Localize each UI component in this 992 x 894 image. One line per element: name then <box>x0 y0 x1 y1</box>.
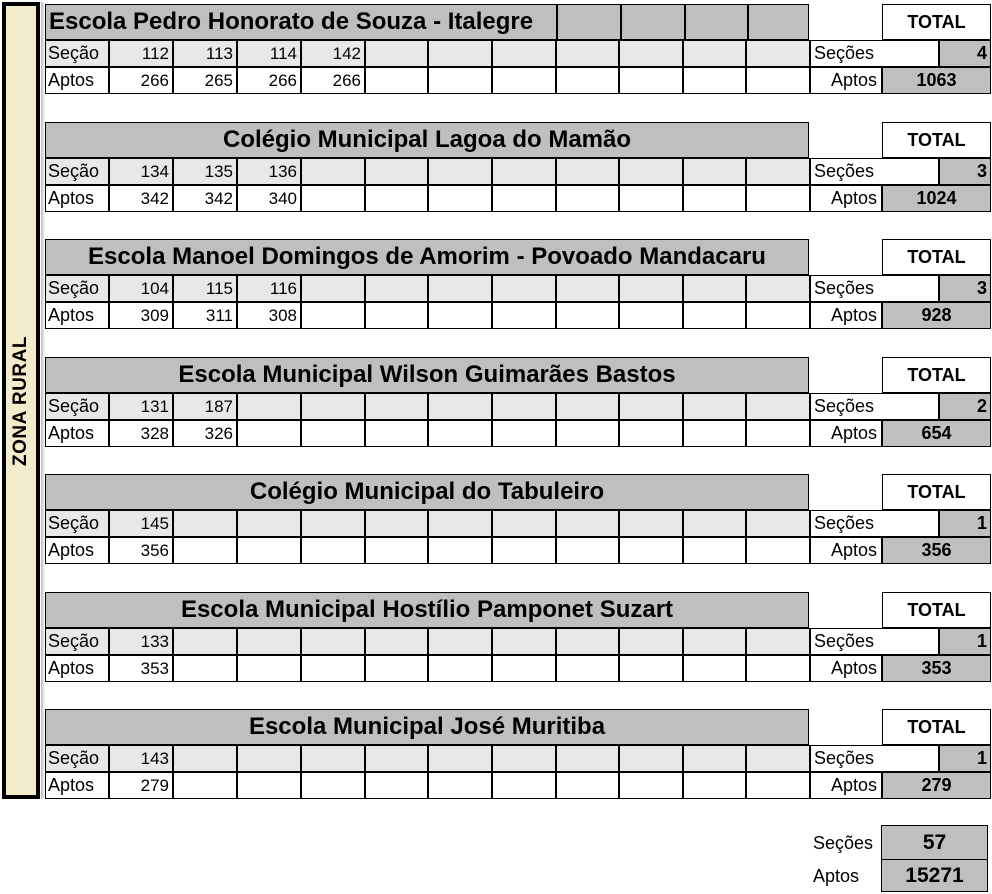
aptos-row-cell <box>619 772 683 799</box>
secao-row-cell <box>556 275 619 302</box>
aptos-row-cell <box>556 185 619 212</box>
total-secoes-label: Seções <box>810 393 939 420</box>
secao-row-cell <box>301 158 365 185</box>
total-aptos-label: Aptos <box>810 655 882 682</box>
aptos-row-label: Aptos <box>45 185 109 212</box>
secao-row-cell <box>492 275 556 302</box>
school-block <box>45 592 991 681</box>
aptos-row-cell <box>301 185 365 212</box>
secao-row-cell <box>301 628 365 655</box>
school-name-banner <box>45 592 809 628</box>
school-name: Colégio Municipal do Tabuleiro <box>249 478 605 505</box>
secao-row-cell: 114 <box>237 40 301 67</box>
secao-row-cell <box>365 628 428 655</box>
aptos-row-cell <box>365 655 428 682</box>
secao-row-cell <box>556 393 619 420</box>
aptos-row-label: Aptos <box>45 420 109 447</box>
aptos-row-cell <box>556 655 619 682</box>
total-header: TOTAL <box>882 474 991 510</box>
aptos-row-cell <box>556 302 619 329</box>
secao-row-cell <box>428 628 492 655</box>
aptos-row-cell <box>301 302 365 329</box>
aptos-row-cell <box>237 537 301 564</box>
secao-row-cell <box>237 628 301 655</box>
aptos-row-cell <box>683 185 746 212</box>
secao-row-cell <box>492 40 556 67</box>
total-secoes-label: Seções <box>810 40 939 67</box>
school-name-banner <box>45 4 809 40</box>
secao-row-cell <box>746 745 810 772</box>
zone-label-bar <box>2 2 40 799</box>
aptos-row-cell <box>301 537 365 564</box>
secao-row-cell <box>746 628 810 655</box>
aptos-row-label: Aptos <box>45 772 109 799</box>
secao-row-cell <box>746 393 810 420</box>
school-name: Escola Municipal José Muritiba <box>248 713 606 740</box>
total-aptos-label: Aptos <box>810 420 882 447</box>
total-aptos-value: 279 <box>882 772 991 799</box>
secao-row-label: Seção <box>45 275 109 302</box>
total-header: TOTAL <box>882 239 991 275</box>
school-name: Escola Pedro Honorato de Souza - Italegre <box>49 8 534 35</box>
aptos-row-cell <box>173 772 237 799</box>
secao-row-cell <box>619 40 683 67</box>
aptos-row-cell <box>492 420 556 447</box>
secao-row-cell <box>683 393 746 420</box>
aptos-row-cell <box>746 185 810 212</box>
aptos-row-cell: 266 <box>237 67 301 94</box>
aptos-row-cell <box>683 67 746 94</box>
secao-row-cell <box>237 745 301 772</box>
aptos-row-cell <box>428 537 492 564</box>
total-aptos-value: 353 <box>882 655 991 682</box>
aptos-row-cell: 342 <box>173 185 237 212</box>
secao-row-cell: 133 <box>109 628 173 655</box>
school-name-banner <box>45 357 809 393</box>
school-block <box>45 239 991 328</box>
secao-row-cell <box>365 510 428 537</box>
secao-row-cell <box>683 158 746 185</box>
aptos-row-cell <box>301 420 365 447</box>
aptos-row-cell <box>619 537 683 564</box>
aptos-row-cell <box>428 655 492 682</box>
aptos-row-cell <box>556 67 619 94</box>
secao-row-cell: 116 <box>237 275 301 302</box>
secao-row-cell <box>237 510 301 537</box>
total-secoes-value: 1 <box>939 510 991 537</box>
secao-row-label: Seção <box>45 158 109 185</box>
secao-row-cell: 112 <box>109 40 173 67</box>
total-secoes-label: Seções <box>810 510 939 537</box>
secao-row-cell <box>619 510 683 537</box>
total-aptos-value: 356 <box>882 537 991 564</box>
aptos-row-cell <box>492 537 556 564</box>
secao-row-cell: 135 <box>173 158 237 185</box>
grid-divider <box>556 5 558 41</box>
aptos-row-cell: 279 <box>109 772 173 799</box>
secao-row-cell: 115 <box>173 275 237 302</box>
secao-row-cell: 136 <box>237 158 301 185</box>
aptos-row-cell <box>492 67 556 94</box>
aptos-row-cell: 311 <box>173 302 237 329</box>
aptos-row-cell <box>365 420 428 447</box>
secao-row-cell <box>683 275 746 302</box>
total-aptos-label: Aptos <box>810 537 882 564</box>
aptos-row-cell <box>365 185 428 212</box>
total-aptos-value: 654 <box>882 420 991 447</box>
aptos-row-cell <box>428 185 492 212</box>
school-name-banner <box>45 239 809 275</box>
secao-row-cell <box>619 628 683 655</box>
aptos-row-cell <box>301 655 365 682</box>
grid-divider <box>620 5 622 41</box>
aptos-row-cell <box>365 302 428 329</box>
secao-row-cell <box>746 158 810 185</box>
secao-row-cell <box>492 510 556 537</box>
zone-label: ZONA RURAL <box>10 335 31 466</box>
secao-row-label: Seção <box>45 40 109 67</box>
total-secoes-value: 4 <box>939 40 991 67</box>
school-name-banner <box>45 122 809 158</box>
school-block <box>45 4 991 93</box>
aptos-row-cell <box>683 537 746 564</box>
aptos-row-cell <box>619 185 683 212</box>
aptos-row-cell <box>237 420 301 447</box>
aptos-row-cell <box>428 420 492 447</box>
aptos-row-cell <box>492 302 556 329</box>
grid-divider <box>747 5 749 41</box>
aptos-row-cell <box>683 655 746 682</box>
total-secoes-label: Seções <box>810 158 939 185</box>
school-name: Escola Municipal Hostílio Pamponet Suzart <box>180 596 674 623</box>
secao-row-cell <box>556 40 619 67</box>
total-header: TOTAL <box>882 357 991 393</box>
total-secoes-label: Seções <box>810 275 939 302</box>
secao-row-cell <box>492 393 556 420</box>
aptos-row-cell: 326 <box>173 420 237 447</box>
aptos-row-cell: 356 <box>109 537 173 564</box>
secao-row-cell <box>365 158 428 185</box>
secao-row-cell <box>683 628 746 655</box>
total-aptos-label: Aptos <box>810 185 882 212</box>
aptos-row-cell <box>683 302 746 329</box>
aptos-row-cell <box>173 655 237 682</box>
aptos-row-cell <box>492 655 556 682</box>
secao-row-cell <box>556 745 619 772</box>
secao-row-cell: 143 <box>109 745 173 772</box>
aptos-row-cell <box>619 67 683 94</box>
aptos-row-cell <box>619 420 683 447</box>
total-secoes-label: Seções <box>810 745 939 772</box>
secao-row-cell <box>492 745 556 772</box>
aptos-row-cell: 266 <box>301 67 365 94</box>
secao-row-label: Seção <box>45 745 109 772</box>
aptos-row-cell <box>556 420 619 447</box>
school-name-banner <box>45 474 809 510</box>
aptos-row-cell <box>173 537 237 564</box>
total-header: TOTAL <box>882 4 991 40</box>
secao-row-cell <box>301 275 365 302</box>
aptos-row-cell <box>365 537 428 564</box>
secao-row-cell <box>556 158 619 185</box>
secao-row-cell <box>428 745 492 772</box>
secao-row-cell: 134 <box>109 158 173 185</box>
secao-row-cell <box>428 275 492 302</box>
total-aptos-label: Aptos <box>810 772 882 799</box>
aptos-row-cell <box>746 772 810 799</box>
secao-row-cell <box>746 40 810 67</box>
total-aptos-label: Aptos <box>810 302 882 329</box>
school-name: Escola Municipal Wilson Guimarães Bastos <box>178 361 676 388</box>
aptos-row-cell <box>619 302 683 329</box>
aptos-row-cell <box>365 772 428 799</box>
secao-row-label: Seção <box>45 393 109 420</box>
secao-row-cell <box>428 510 492 537</box>
aptos-row-cell <box>492 772 556 799</box>
aptos-row-cell <box>237 655 301 682</box>
secao-row-cell <box>428 393 492 420</box>
secao-row-cell <box>428 40 492 67</box>
secao-row-cell <box>301 393 365 420</box>
aptos-row-cell: 309 <box>109 302 173 329</box>
aptos-row-cell: 308 <box>237 302 301 329</box>
secao-row-cell <box>301 745 365 772</box>
aptos-row-cell <box>746 655 810 682</box>
secao-row-cell <box>428 158 492 185</box>
secao-row-cell <box>683 40 746 67</box>
secao-row-cell <box>173 628 237 655</box>
secao-row-cell <box>683 745 746 772</box>
aptos-row-cell <box>746 420 810 447</box>
aptos-row-cell <box>556 772 619 799</box>
secao-row-cell <box>619 275 683 302</box>
secao-row-cell <box>365 40 428 67</box>
aptos-row-cell: 353 <box>109 655 173 682</box>
aptos-row-cell <box>365 67 428 94</box>
aptos-row-cell <box>492 185 556 212</box>
secao-row-cell <box>619 158 683 185</box>
secao-row-cell: 131 <box>109 393 173 420</box>
total-secoes-value: 2 <box>939 393 991 420</box>
secao-row-cell <box>619 745 683 772</box>
total-secoes-value: 1 <box>939 628 991 655</box>
school-block <box>45 474 991 563</box>
total-secoes-value: 3 <box>939 158 991 185</box>
school-block <box>45 122 991 211</box>
secao-row-cell <box>492 158 556 185</box>
total-secoes-label: Seções <box>810 628 939 655</box>
grid-divider <box>684 5 686 41</box>
aptos-row-cell <box>556 537 619 564</box>
secao-row-cell: 142 <box>301 40 365 67</box>
grand-secoes-label: Seções <box>813 833 874 853</box>
secao-row-cell <box>365 275 428 302</box>
secao-row-cell <box>237 393 301 420</box>
aptos-row-cell <box>746 537 810 564</box>
total-secoes-value: 3 <box>939 275 991 302</box>
aptos-row-cell <box>683 420 746 447</box>
secao-row-label: Seção <box>45 628 109 655</box>
aptos-row-cell: 340 <box>237 185 301 212</box>
aptos-row-cell: 342 <box>109 185 173 212</box>
secao-row-cell <box>173 510 237 537</box>
total-header: TOTAL <box>882 122 991 158</box>
aptos-row-cell: 266 <box>109 67 173 94</box>
total-aptos-value: 1024 <box>882 185 991 212</box>
aptos-row-cell <box>619 655 683 682</box>
grand-aptos-value: 15271 <box>881 859 988 892</box>
secao-row-cell <box>365 393 428 420</box>
total-aptos-value: 1063 <box>882 67 991 94</box>
secao-row-cell <box>492 628 556 655</box>
total-header: TOTAL <box>882 592 991 628</box>
secao-row-cell <box>173 745 237 772</box>
secao-row-cell: 113 <box>173 40 237 67</box>
secao-row-cell: 145 <box>109 510 173 537</box>
secao-row-cell <box>556 510 619 537</box>
secao-row-label: Seção <box>45 510 109 537</box>
secao-row-cell <box>365 745 428 772</box>
aptos-row-label: Aptos <box>45 302 109 329</box>
aptos-row-cell <box>301 772 365 799</box>
school-block <box>45 357 991 446</box>
aptos-row-cell <box>428 67 492 94</box>
aptos-row-cell <box>683 772 746 799</box>
secao-row-cell <box>556 628 619 655</box>
school-name-banner <box>45 709 809 745</box>
secao-row-cell <box>619 393 683 420</box>
grand-secoes-value: 57 <box>881 825 988 860</box>
aptos-row-cell: 265 <box>173 67 237 94</box>
secao-row-cell <box>746 275 810 302</box>
aptos-row-cell <box>746 67 810 94</box>
secao-row-cell: 104 <box>109 275 173 302</box>
total-aptos-value: 928 <box>882 302 991 329</box>
aptos-row-label: Aptos <box>45 537 109 564</box>
aptos-row-cell <box>237 772 301 799</box>
secao-row-cell <box>746 510 810 537</box>
total-secoes-value: 1 <box>939 745 991 772</box>
aptos-row-cell <box>428 302 492 329</box>
secao-row-cell <box>301 510 365 537</box>
secao-row-cell <box>683 510 746 537</box>
aptos-row-label: Aptos <box>45 655 109 682</box>
grand-aptos-label: Aptos <box>813 866 860 886</box>
total-aptos-label: Aptos <box>810 67 882 94</box>
total-header: TOTAL <box>882 709 991 745</box>
aptos-row-cell <box>428 772 492 799</box>
school-name: Escola Manoel Domingos de Amorim - Povoado Mandacaru <box>88 243 766 270</box>
aptos-row-label: Aptos <box>45 67 109 94</box>
aptos-row-cell <box>746 302 810 329</box>
aptos-row-cell: 328 <box>109 420 173 447</box>
school-name: Colégio Municipal Lagoa do Mamão <box>222 126 632 153</box>
school-block <box>45 709 991 798</box>
secao-row-cell: 187 <box>173 393 237 420</box>
